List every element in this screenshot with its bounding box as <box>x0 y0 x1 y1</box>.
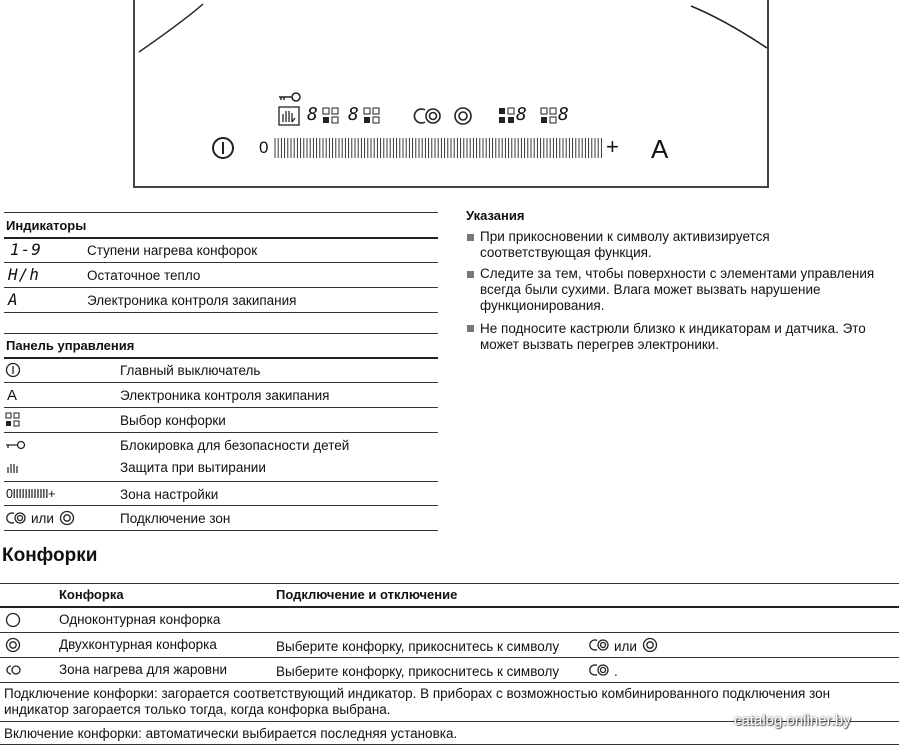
digit-display-4: 8 <box>558 104 570 125</box>
control-text: Блокировка для безопасности детей <box>120 438 350 453</box>
dual-circuit-icon[interactable] <box>453 106 473 126</box>
section-title: Конфорки <box>2 545 98 566</box>
control-panel-figure <box>133 0 769 188</box>
control-text: Главный выключатель <box>120 363 261 378</box>
main-switch-icon[interactable] <box>211 136 235 160</box>
zone-select-icon-3[interactable] <box>498 107 516 125</box>
burner-note-1: Подключение конфорки: загорается соответствующий индикатор. В приборах с возможностью комбинированного подключения зон индикатор загорается только тогда, когда конфорка выбрана. <box>4 686 831 717</box>
note-item: Не подносите кастрюли близко к индикаторам и датчика. Это может вызвать перегрев электроники. <box>480 321 866 352</box>
control-text: Подключение зон <box>120 511 231 526</box>
bullet-icon <box>467 325 474 332</box>
slider-plus-label[interactable]: + <box>606 134 619 159</box>
divider <box>4 312 438 313</box>
divider <box>4 382 438 383</box>
bullet-icon <box>467 234 474 241</box>
notes-title: Указания <box>466 208 525 223</box>
indicators-title: Индикаторы <box>6 218 87 233</box>
action-col-header: Подключение и отключение <box>276 587 458 602</box>
burner-name: Одноконтурная конфорка <box>59 612 221 627</box>
burner-name: Двухконтурная конфорка <box>59 637 217 652</box>
boil-control-button[interactable]: A <box>651 134 669 164</box>
dual-circuit-icon <box>59 510 75 526</box>
control-text: Защита при вытирании <box>120 460 266 475</box>
divider <box>4 505 438 506</box>
burner-note-2: Включение конфорки: автоматически выбирается последняя установка. <box>4 726 458 741</box>
burner-action: Выберите конфорку, прикоснитесь к символу <box>276 639 560 654</box>
watermark: catalog.onliner.by <box>734 712 851 729</box>
digit-display-2: 8 <box>348 104 360 125</box>
zone-select-icon-1[interactable] <box>322 107 340 125</box>
divider <box>4 237 438 239</box>
roaster-zone-icon <box>5 511 31 525</box>
divider <box>0 632 899 633</box>
control-text: Зона настройки <box>120 487 219 502</box>
control-panel-title: Панель управления <box>6 338 135 353</box>
right-arc <box>691 6 767 48</box>
burner-col-header: Конфорка <box>59 587 124 602</box>
divider <box>0 606 899 608</box>
indicator-text: Остаточное тепло <box>87 268 201 283</box>
zone-select-icon <box>5 412 21 428</box>
zone-select-icon-2[interactable] <box>363 107 381 125</box>
divider <box>0 744 899 745</box>
single-circuit-icon <box>5 612 21 628</box>
burner-action-end: . <box>614 664 618 679</box>
control-or-text: или <box>31 511 54 526</box>
wipe-protection-icon <box>6 461 20 475</box>
divider <box>4 481 438 482</box>
burner-name: Зона нагрева для жаровни <box>59 662 228 677</box>
digit-display-1: 8 <box>307 104 319 125</box>
roaster-zone-icon <box>588 663 614 677</box>
dual-circuit-icon <box>642 637 658 653</box>
settings-slider[interactable] <box>273 136 605 160</box>
control-symbol: 0IIIIIIIIIIII+ <box>6 487 55 501</box>
left-arc <box>139 4 203 52</box>
note-item: Следите за тем, чтобы поверхности с элементами управления всегда были сухими. Влага может вызвать нарушение функционирования. <box>480 266 875 313</box>
bullet-icon <box>467 271 474 278</box>
burner-action-or: или <box>614 639 637 654</box>
control-symbol: A <box>7 387 18 404</box>
indicator-text: Ступени нагрева конфорок <box>87 243 258 258</box>
dual-circuit-icon <box>5 637 21 653</box>
child-lock-icon <box>5 440 27 450</box>
divider <box>4 432 438 433</box>
wipe-protection-icon[interactable] <box>278 106 300 126</box>
slider-zero-label: 0 <box>259 138 269 157</box>
burner-action: Выберите конфорку, прикоснитесь к символу <box>276 664 560 679</box>
main-switch-icon <box>5 362 21 378</box>
divider <box>4 262 438 263</box>
divider <box>4 287 438 288</box>
note-item: При прикосновении к символу активизируется соответствующая функция. <box>480 229 770 260</box>
roaster-zone-icon <box>4 664 24 676</box>
divider <box>4 407 438 408</box>
indicator-symbol: A <box>8 290 19 309</box>
divider <box>4 530 438 531</box>
zone-select-icon-4[interactable] <box>540 107 558 125</box>
control-text: Электроника контроля закипания <box>120 388 330 403</box>
indicator-text: Электроника контроля закипания <box>87 293 297 308</box>
indicator-symbol: 1-9 <box>10 240 42 259</box>
divider <box>0 583 899 584</box>
child-lock-icon[interactable] <box>278 90 302 104</box>
divider <box>4 212 438 213</box>
divider <box>4 357 438 359</box>
divider <box>0 682 899 683</box>
control-text: Выбор конфорки <box>120 413 226 428</box>
indicator-symbol: H/h <box>8 265 40 284</box>
divider <box>4 333 438 334</box>
roaster-zone-icon[interactable] <box>413 106 447 126</box>
divider <box>0 657 899 658</box>
roaster-zone-icon <box>588 638 614 652</box>
digit-display-3: 8 <box>516 104 528 125</box>
